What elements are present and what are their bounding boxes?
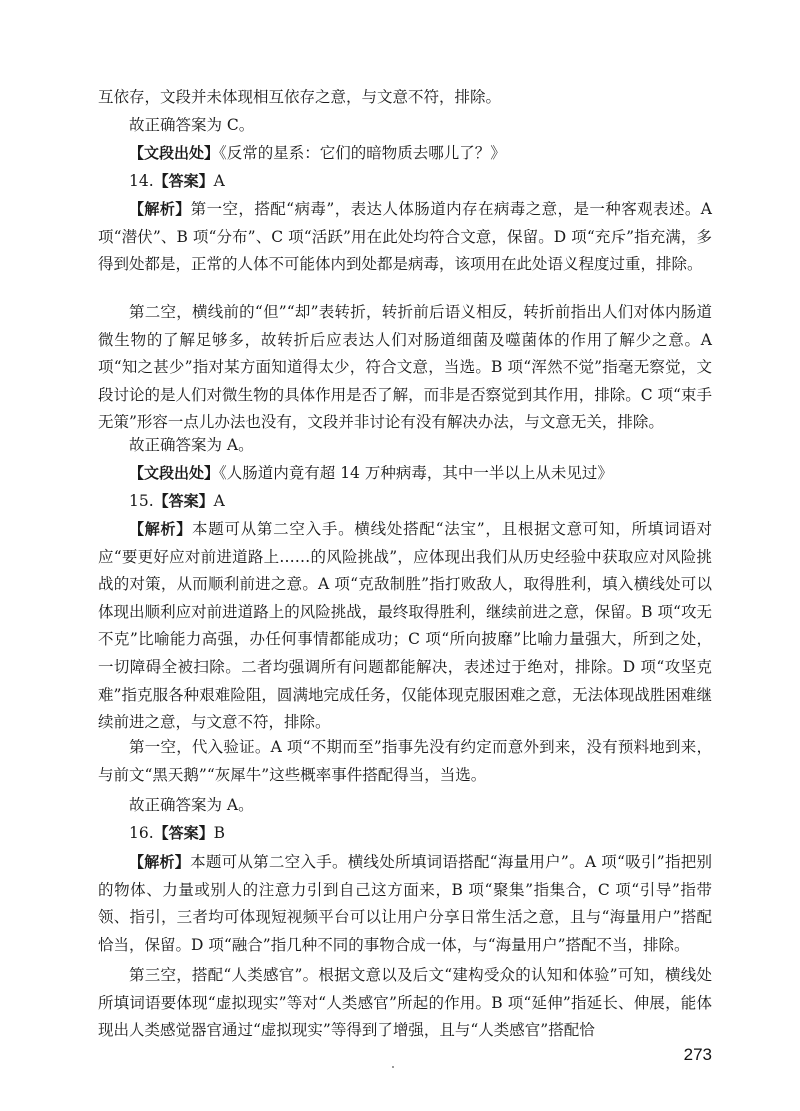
text-line: 故正确答案为 A。 (129, 796, 254, 814)
text-line: 故正确答案为 A。 (129, 436, 254, 454)
source-title: 《反常的星系：它们的暗物质去哪儿了？》 (219, 144, 506, 162)
analysis-paragraph-16b (98, 962, 712, 1045)
answer-conclusion-15 (98, 792, 712, 820)
source-line-13 (98, 140, 712, 168)
answer-tag: 【答案】 (153, 172, 214, 190)
answer-value: A (213, 492, 225, 510)
analysis-text: 本题可从第二空入手。横线处所填词语搭配“海量用户”。A 项“吸引”指把别的物体、力量或别人的注意力引到自己这方面来，B 项“聚集”指集合，C 项“引导”指带领、指引，三者均可体现短视频平台可以让用户分享日常生活之意，且与“海量用户”搭配恰当，保留。D 项“融合”指几种不同的事物合成一体，与“海量用户”搭配不当，排除。 (98, 853, 712, 954)
question-number: 15. (129, 492, 154, 510)
page-number: 273 (683, 1045, 712, 1064)
analysis-paragraph-15 (98, 516, 712, 737)
answer-conclusion-14 (98, 432, 712, 460)
answer-tag: 【答案】 (153, 824, 214, 842)
analysis-tag: 【解析】 (129, 853, 191, 871)
question-number: 16. (129, 824, 154, 842)
answer-value: A (213, 172, 225, 190)
analysis-paragraph-15b (98, 734, 712, 789)
answer-tag: 【答案】 (153, 492, 214, 510)
analysis-paragraph-14b (98, 299, 712, 437)
answer-value: B (213, 824, 226, 842)
analysis-tag: 【解析】 (129, 520, 192, 538)
source-line-14 (98, 460, 712, 488)
source-tag: 【文段出处】 (129, 144, 220, 162)
analysis-paragraph-16 (98, 849, 712, 959)
paragraph-continued (98, 84, 712, 112)
answer-conclusion-13 (98, 112, 712, 140)
scan-dot (392, 1066, 394, 1068)
answer-line-14 (98, 168, 712, 196)
analysis-text: 第二空，横线前的“但”“却”表转折，转折前后语义相反，转折前指出人们对体内肠道微生物的了解足够多，故转折后应表达人们对肠道细菌及噬菌体的作用了解少之意。A 项“知之甚少”指对某方面知道得太少，符合文意，当选。B 项“浑然不觉”指毫无察觉，文段讨论的是人们对微生物的具体作用是否了解，而非是否察觉到其作用，排除。C 项“束手无策”形容一点儿办法也没有，文段并非讨论有没有解决办法，与文意无关，排除。 (98, 303, 712, 432)
analysis-text: 本题可从第二空入手。横线处搭配“法宝”，且根据文意可知，所填词语对应“要更好应对前进道路上……的风险挑战”，应体现出我们从历史经验中获取应对风险挑战的对策，从而顺利前进之意。A 项“克敌制胜”指打败敌人，取得胜利，填入横线处可以体现出顺利应对前进道路上的风险挑战，最终取得胜利，继续前进之意，保留。B 项“攻无不克”比喻能力高强，办任何事情都能成功；C 项“所向披靡”比喻力量强大，所到之处，一切障碍全被扫除。二者均强调所有问题都能解决，表述过于绝对，排除。D 项“攻坚克难”指克服各种艰难险阻，圆满地完成任务，仅能体现克服困难之意，无法体现战胜困难继续前进之意，与文意不符，排除。 (98, 520, 712, 732)
answer-line-16 (98, 820, 712, 848)
analysis-text: 第一空，代入验证。A 项“不期而至”指事先没有约定而意外到来，没有预料地到来，与前文“黑天鹅”“灰犀牛”这些概率事件搭配得当，当选。 (98, 738, 712, 784)
answer-line-15 (98, 488, 712, 516)
text-line: 故正确答案为 C。 (129, 116, 255, 134)
question-number: 14. (129, 172, 154, 190)
text-line: 互依存，文段并未体现相互依存之意，与文意不符，排除。 (98, 88, 502, 106)
analysis-tag: 【解析】 (129, 200, 191, 218)
source-tag: 【文段出处】 (129, 464, 220, 482)
analysis-text: 第一空，搭配“病毒”，表达人体肠道内存在病毒之意，是一种客观表述。A 项“潜伏”、B 项“分布”、C 项“活跃”用在此处均符合文意，保留。D 项“充斥”指充满，多得到处都是，正常的人体不可能体内到处都是病毒，该项用在此处语义程度过重，排除。 (98, 200, 712, 274)
source-title: 《人肠道内竟有超 14 万种病毒，其中一半以上从未见过》 (219, 464, 613, 482)
analysis-text: 第三空，搭配“人类感官”。根据文意以及后文“建构受众的认知和体验”可知，横线处所填词语要体现“虚拟现实”等对“人类感官”所起的作用。B 项“延伸”指延长、伸展，能体现出人类感觉器官通过“虚拟现实”等得到了增强，且与“人类感官”搭配恰 (98, 966, 712, 1040)
analysis-paragraph-14 (98, 196, 712, 279)
